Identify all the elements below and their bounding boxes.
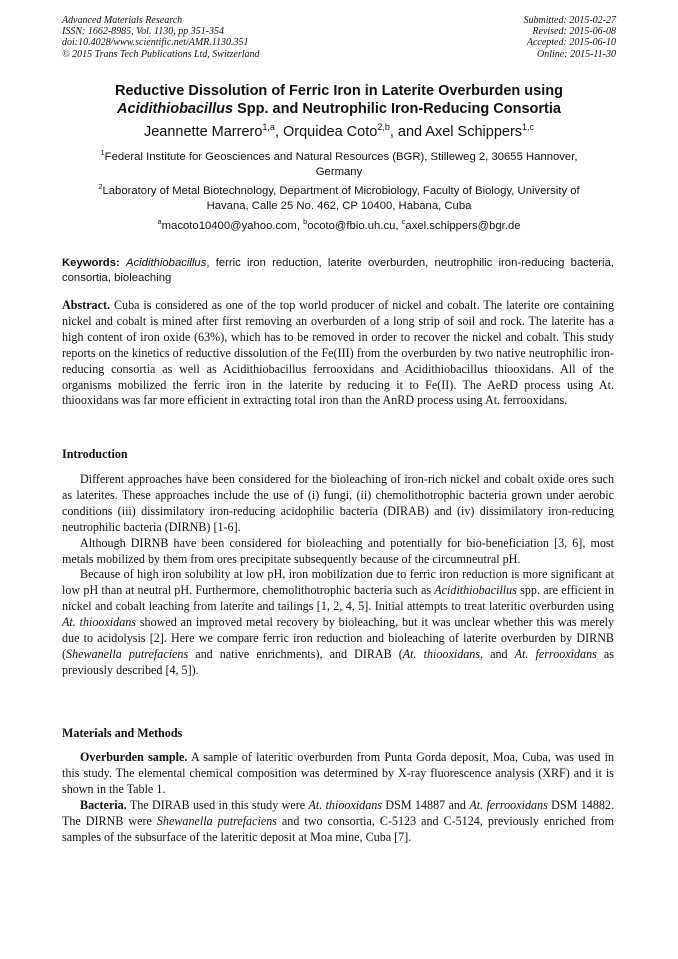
- abstract-label: Abstract.: [62, 298, 111, 312]
- overburden-label: Overburden sample.: [80, 750, 188, 764]
- abstract: [62, 298, 614, 409]
- doi: doi:10.4028/www.scientific.net/AMR.1130.351: [62, 37, 249, 49]
- email-coto-yahoo[interactable]: macoto10400@yahoo.com,: [161, 220, 304, 232]
- submitted-date: Submitted: 2015-02-27: [523, 15, 616, 26]
- methods-heading: Materials and Methods: [62, 726, 183, 740]
- revised-date: Revised: 2015-06-08: [532, 26, 616, 38]
- methods-body: [62, 750, 614, 845]
- affiliation-2: [62, 184, 616, 214]
- keywords: [62, 256, 614, 287]
- issn: ISSN: 1662-8985, Vol. 1130, pp 351-354: [62, 26, 225, 38]
- introduction-heading: Introduction: [62, 447, 128, 461]
- title-line-1: Reductive Dissolution of Ferric Iron in Laterite Overburden using: [115, 83, 563, 99]
- email-schippers[interactable]: axel.schippers@bgr.de: [405, 220, 521, 232]
- email-coto-fbio[interactable]: ocoto@fbio.uh.cu,: [307, 220, 402, 232]
- author-marrero: Jeannette Marrero: [143, 124, 263, 140]
- intro-paragraph-1: Different approaches have been considered for the bioleaching of iron-rich nickel and cobalt oxide ores such as laterites. These approaches include the use of (i) fungi, (ii) chemolithotrophic bacteria grown under aerobic conditions (iii) dissimilatory iron-reducing acidophilic bacteria (DIRAB) and (iv) dissimilatory iron-reducing neutrophilic bacteria (DIRNB) [1-6].: [62, 472, 614, 534]
- paper-title: [62, 82, 616, 118]
- affiliation-2-number: 2: [98, 182, 103, 192]
- author-list: [62, 124, 616, 140]
- accepted-date: Accepted: 2015-06-10: [526, 37, 616, 49]
- methods-paragraph-overburden: Overburden sample. A sample of lateritic overburden from Punta Gorda deposit, Moa, Cuba, was used in this study. The elemental chemical composition was determined by X-ray fluorescence analysis (XRF) and it is shown in the Table 1.: [62, 750, 614, 796]
- affiliation-1-number: 1: [100, 148, 105, 158]
- keywords-rest: , ferric iron reduction, laterite overburden, neutrophilic iron-reducing bacteria, consortia, bioleaching: [62, 257, 614, 285]
- journal-info: [62, 15, 260, 60]
- publication-dates: [524, 15, 617, 60]
- online-date: Online: 2015-11-30: [537, 48, 616, 60]
- copyright: © 2015 Trans Tech Publications Ltd, Switzerland: [62, 48, 260, 60]
- title-line-2: [62, 100, 616, 118]
- affiliation-1-line-1: Federal Institute for Geosciences and Natural Resources (BGR), Stilleweg 2, 30655 Hannover,: [104, 151, 578, 163]
- author-marrero-sup: 1,a: [262, 122, 275, 133]
- author-coto-sup: 2,b: [377, 122, 390, 133]
- author-schippers-sup: 1,c: [522, 122, 535, 133]
- journal-name: Advanced Materials Research: [62, 15, 183, 26]
- methods-paragraph-bacteria: Bacteria. The DIRAB used in this study were At. thiooxidans DSM 14887 and At. ferrooxidans DSM 14882. The DIRNB were Shewanella putrefaciens and two consortia, C-5123 and C-5124, previously enriched from samples of the subsurface of the lateritic deposit at Moa mine, Cuba [7].: [62, 797, 614, 844]
- keywords-label: Keywords:: [62, 257, 120, 269]
- affiliation-2-line-2: Havana, Calle 25 No. 462, CP 10400, Habana, Cuba: [206, 200, 472, 212]
- author-emails: $^a$macoto10400@yahoo.com, $^b$ocoto@fbio.uh.cu, $^c$axel.schippers@bgr.de: [157, 217, 521, 232]
- bacteria-label: Bacteria.: [80, 797, 127, 812]
- intro-paragraph-2: Although DIRNB have been considered for bioleaching and potentially for bio-beneficiation [3, 6], most metals mobilized by them from ores precipitate subsequently because of the circumneutral pH.: [62, 535, 614, 566]
- title-line-2-rest: Spp. and Neutrophilic Iron-Reducing Consortia: [233, 101, 561, 117]
- affiliation-1: [62, 150, 616, 180]
- affiliation-2-line-1: Laboratory of Metal Biotechnology, Department of Microbiology, Faculty of Biology, University of: [102, 185, 580, 197]
- keyword-acidithiobacillus: Acidithiobacillus: [125, 257, 207, 269]
- affiliation-1-line-2: Germany: [315, 166, 363, 178]
- intro-paragraph-3: Because of high iron solubility at low pH, iron mobilization due to ferric iron reduction is more significant at low pH than at neutral pH. Furthermore, chemolithotrophic bacteria such as Acidithiobacillus spp. are efficient in nickel and cobalt leaching from laterite and tailings [1, 2, 4, 5]. Initial attempts to treat lateritic overburden using At. thiooxidans showed an improved metal recovery by bioleaching, but it was unclear whether this was merely due to acidolysis [2]. Here we compare ferric iron reduction and bioleaching of laterite overburden by DIRNB (Shewanella putrefaciens and native enrichments), and DIRAB (At. thiooxidans, and At. ferrooxidans as previously described [4, 5]).: [62, 567, 615, 677]
- author-schippers: , and Axel Schippers: [389, 124, 523, 140]
- introduction-body: [62, 472, 614, 679]
- abstract-text: Cuba is considered as one of the top world producer of nickel and cobalt. The laterite ore containing nickel and cobalt is mined after first removing an overburden of a long strip of soil and rock. The laterite has a high content of iron oxide (63%), which has to be removed in order to recover the nickel and cobalt. This study reports on the kinetics of reductive dissolution of the Fe(III) from the overburden by two native neutrophilic iron-reducing consortia as well as Acidithiobacillus ferrooxidans and Acidithiobacillus thiooxidans. All of the organisms mobilized the ferric iron in the laterite by reducing it to Fe(II). The AeRD process using At. thiooxidans was far more efficient in extracting total iron than the AnRD process using At. ferrooxidans.: [62, 298, 614, 408]
- title-genus: Acidithiobacillus: [117, 101, 234, 117]
- author-coto: , Orquidea Coto: [274, 124, 378, 140]
